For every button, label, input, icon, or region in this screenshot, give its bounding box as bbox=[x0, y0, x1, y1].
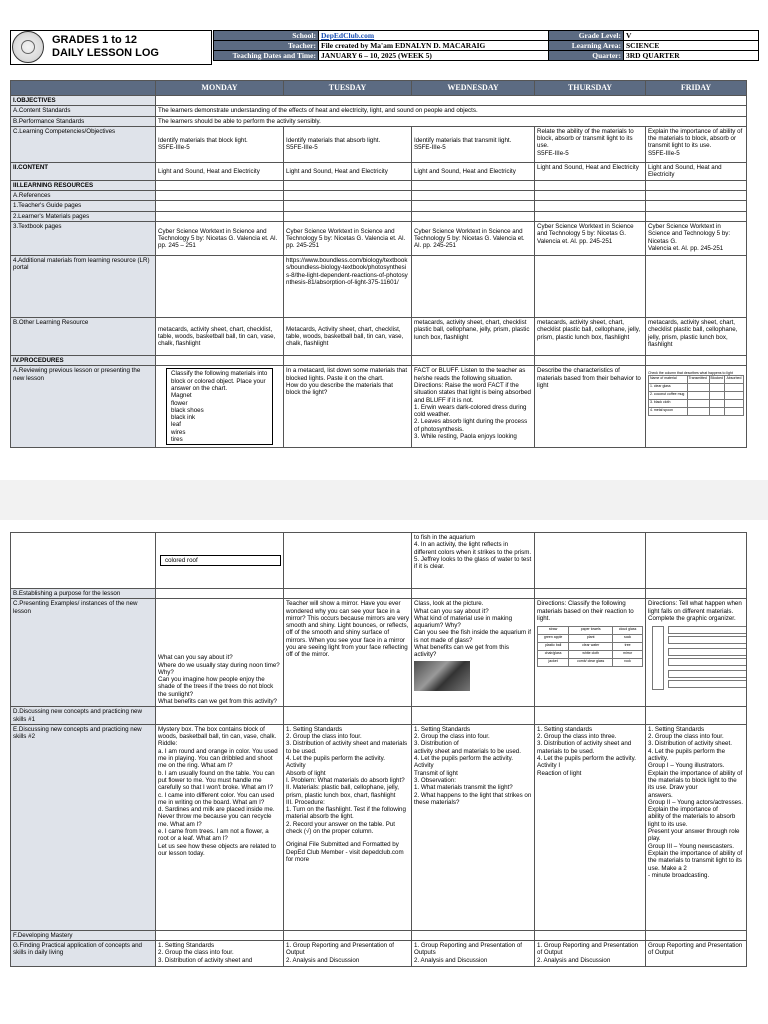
grid-cell: paper towels bbox=[569, 627, 613, 635]
review-tue: In a metacard, list down some materials that blocked lights. Paste it on the chart. How do you describe the materials that block the light? bbox=[284, 366, 412, 448]
perf-std-value: The learners should be able to perform the activity sensibly. bbox=[156, 116, 747, 126]
mastery-label: F.Developing Mastery bbox=[11, 930, 156, 940]
textbook-tue: Cyber Science Worktext in Science and Technology 5 by: Nicetas G. Valencia et. Al. pp. 245-251 bbox=[284, 222, 412, 256]
grid-cell: plant bbox=[569, 635, 613, 643]
discuss2-mon: Mystery box. The box contains block of woods, basketball ball, tin can, vase, chalk. Riddle: a. I am round and orange in color. You used me in playing. You can dribbled and shoot me on the ring. What am I? b. I am usually found on the table. You can put flower to me. You must handle me carefully so that I won't broke. What am I? c. I came into different color. You can used me in writing on the board. What am I? d. Sardines and milk are placed inside me. Never throw me because you can recycle me. What am I? e. I came from trees. I am not a flower, a root or a leaf. What am I? Let us see how these objects are related to our lesson today. bbox=[156, 724, 284, 930]
review-wed: FACT or BLUFF. Listen to the teacher as he/she reads the following situation. Directions: Raise the word FACT if the situation states that light is being absorbed and BLUFF if it is not. 1. Erwin wears dark-colored dress during cold weather. 2. Leaves absorb light during the process of photosynthesis. 3. While resting, Paola enjoys looking bbox=[412, 366, 535, 448]
review2-wed: to fish in the aquarium 4. In an activity, the light reflects in different colors when it strikes to the prism. 5. Jeffrey looks to the glass of water to test if it is clear. bbox=[412, 533, 535, 589]
day-thursday: THURSDAY bbox=[535, 81, 646, 96]
objectives-label: I.OBJECTIVES bbox=[11, 96, 156, 106]
purpose-label: B.Establishing a purpose for the lesson bbox=[11, 589, 156, 599]
quarter-label: Quarter: bbox=[549, 51, 624, 61]
examples-fri bbox=[646, 599, 747, 707]
discuss2-wed: 1. Setting Standards 2. Group the class into four. 3. Distribution of activity sheet and materials to be used. 4. Let the pupils perform the activity. Activity Transmit of light 3. Observation: 1. What materials transmit the light? 2. What happens to the light that strikes on these materials? bbox=[412, 724, 535, 930]
grid-cell: green apple bbox=[538, 635, 569, 643]
resources-label: III.LEARNING RESOURCES bbox=[11, 180, 156, 190]
textbook-fri: Cyber Science Worktext in Science and Technology 5 by: Nicetas G. Valencia et. Al. pp. 245-251 bbox=[646, 222, 747, 256]
grade-value: V bbox=[624, 31, 759, 41]
content-mon: Light and Sound, Heat and Electricity bbox=[156, 162, 284, 180]
classify-box: Classify the following materials into block or colored object. Place your answer on the chart. Magnet flower black shoes black ink leaf wires tires bbox=[166, 368, 273, 445]
day-monday: MONDAY bbox=[156, 81, 284, 96]
examples-thu-text: Directions: Classify the following materials based on their reaction to light. bbox=[537, 600, 634, 622]
application-fri: Group Reporting and Presentation of Output bbox=[646, 941, 747, 967]
textbook-mon: Cyber Science Worktext in Science and Technology 5 by: Nicetas G. Valencia et. Al. pp. 245 – 251 bbox=[156, 222, 284, 256]
lesson-table-page-2 bbox=[10, 532, 747, 967]
textbook-thu: Cyber Science Worktext in Science and Technology 5 by: Nicetas G. Valencia et. Al. pp. 245-251 bbox=[535, 222, 646, 256]
grid-cell: clear water bbox=[569, 643, 613, 651]
discuss2-fri: 1. Setting Standards 2. Group the class into four. 3. Distribution of activity sheet. 4. Let the pupils perform the activity. Group I – Young illustrators. Explain the importance of ability of the materials to block light to the its use. Draw your answers. Group II – Young actors/actresses. Explain the importance of ability of the materials to absorb light to its use. Present your answer through role play. Group III – Young newscasters. Explain the importance of ability of the materials to transmit light to its use. Make a 2 - minute broadcasting. bbox=[646, 724, 747, 930]
colored-roof-box: colored roof bbox=[160, 555, 281, 566]
fri-col-1: Transmitted bbox=[687, 376, 709, 384]
content-fri: Light and Sound, Heat and Electricity bbox=[646, 162, 747, 180]
other-lr-mon: metacards, activity sheet, chart, checklist, table, woods, basketball ball, tin can, vase, chalk, flashlight bbox=[156, 318, 284, 356]
grid-cell: straw bbox=[538, 627, 569, 635]
perf-std-label: B.Performance Standards bbox=[11, 116, 156, 126]
other-lr-wed: metacards, activity sheet, chart, checklist plastic ball, cellophane, jelly, prism, plastic lunch box, flashlight bbox=[412, 318, 535, 356]
log-title: GRADES 1 to 12 DAILY LESSON LOG bbox=[52, 34, 159, 59]
discuss1-label: D.Discussing new concepts and practicing new skills #1 bbox=[11, 707, 156, 725]
examples-label: C.Presenting Examples/ instances of the new lesson bbox=[11, 599, 156, 707]
fri-col-2: Blocked bbox=[709, 376, 725, 384]
corner-cell bbox=[11, 81, 156, 96]
teacher-label: Teacher: bbox=[214, 41, 319, 51]
aquarium-image bbox=[414, 661, 470, 691]
examples-fri-text: Directions: Tell what happen when light falls on different materials. Complete the graphic organizer. bbox=[648, 600, 742, 622]
review-label: A.Reviewing previous lesson or presenting the new lesson bbox=[11, 366, 156, 448]
page-gap bbox=[0, 480, 768, 520]
fri-row-3: 4. metal spoon bbox=[649, 408, 688, 416]
competency-wed: Identify materials that transmit light. S5FE-IIIe-5 bbox=[412, 126, 535, 162]
textbook-label: 3.Textbook pages bbox=[11, 222, 156, 256]
examples-wed-text: Class, look at the picture. What can you say about it? What kind of material use in making aquarium? Why? Can you see the fish inside the aquarium if is not made of glass? What benefits can we get from this activity? bbox=[414, 600, 531, 659]
page-2 bbox=[0, 520, 768, 1024]
header-table bbox=[213, 30, 759, 61]
grid-cell: comb/ clear glass bbox=[569, 659, 613, 667]
procedures-label: IV.PROCEDURES bbox=[11, 356, 156, 366]
grid-cell: jacket bbox=[538, 659, 569, 667]
lr-url-tue[interactable]: https://www.boundless.com/biology/textbooks/boundless-biology-textbook/photosynthesis-8/the-light-dependent-reactions-of-photosynthesis-81/absorption-of-light-375-11601/ bbox=[284, 256, 412, 318]
competencies-label: C.Learning Competencies/Objectives bbox=[11, 126, 156, 162]
dates-label: Teaching Dates and Time: bbox=[214, 51, 319, 61]
page-1 bbox=[0, 0, 768, 480]
lesson-table-page-1 bbox=[10, 80, 747, 448]
fri-table-caption: Check the column that describes what happens to light bbox=[648, 371, 733, 376]
competency-tue: Identify materials that absorb light. S5FE-IIIe-5 bbox=[284, 126, 412, 162]
references-label: A.References bbox=[11, 191, 156, 201]
review-thu: Describe the characteristics of materials based from their behavior to light bbox=[535, 366, 646, 448]
review2-mon bbox=[156, 533, 284, 589]
content-std-value: The learners demonstrate understanding of the effects of heat and electricity, light, and sound on people and objects. bbox=[156, 106, 747, 116]
grade-label: Grade Level: bbox=[549, 31, 624, 41]
fri-row-1: 2. coconut coffee mug bbox=[649, 392, 688, 400]
review-cont-label bbox=[11, 533, 156, 589]
discuss2-tue-text: 1. Setting Standards 2. Group the class into four. 3. Distribution of activity sheet and materials to be used. 4. Let the pupils perform the activity. Activity Absorb of light I. Problem: What materials do absorb light? II. Materials: plastic ball, cellophane, jelly, prism, plastic lunch box, chart, flashlight III. Procedure: 1. Turn on the flashlight. Test if the following material absorb the light. 2. Record your answer on the table. Put check (√) on the proper column. bbox=[286, 725, 408, 836]
school-label: School: bbox=[214, 31, 319, 41]
grid-cell: sock bbox=[613, 635, 643, 643]
classify-grid bbox=[537, 626, 643, 667]
review-fri bbox=[646, 366, 747, 448]
lm-label: 2.Learner's Materials pages bbox=[11, 211, 156, 221]
content-label: II.CONTENT bbox=[11, 162, 156, 180]
grid-cell: cloud glass bbox=[613, 627, 643, 635]
content-tue: Light and Sound, Heat and Electricity bbox=[284, 162, 412, 180]
discuss2-thu: 1. Setting standards 2. Group the class into three. 3. Distribution of activity sheet and materials to be used. 4. Let the pupils perform the activity. Activity I Reaction of light bbox=[535, 724, 646, 930]
lr-label: 4.Additional materials from learning resource (LR) portal bbox=[11, 256, 156, 318]
examples-thu bbox=[535, 599, 646, 707]
grid-cell: tree bbox=[613, 643, 643, 651]
other-lr-tue: Metacards, Activity sheet, chart, checklist, table, woods, basketball ball, tin can, vase, chalk, flashlight bbox=[284, 318, 412, 356]
competency-thu: Relate the ability of the materials to block, absorb or transmit light to its use. S5FE-IIIe-5 bbox=[535, 126, 646, 162]
examples-wed bbox=[412, 599, 535, 707]
discuss2-tue bbox=[284, 724, 412, 930]
quarter-value: 3RD QUARTER bbox=[624, 51, 759, 61]
content-std-label: A.Content Standards bbox=[11, 106, 156, 116]
dates-value: JANUARY 6 – 10, 2025 (WEEK 5) bbox=[319, 51, 549, 61]
content-wed: Light and Sound, Heat and Electricity bbox=[412, 162, 535, 180]
textbook-wed: Cyber Science Worktext in Science and Technology 5 by: Nicetas G. Valencia et. Al. pp. 245-251 bbox=[412, 222, 535, 256]
examples-tue: Teacher will show a mirror. Have you ever wondered why you can see your face in a mirror? This occurs because mirrors are very smooth and shiny. Light bounces, or reflects, off of the smooth and shiny surface of mirrors. When you see your face in a mirror you are seeing light from your face reflecting off of the mirror. bbox=[284, 599, 412, 707]
deped-seal-icon bbox=[12, 31, 44, 63]
examples-mon: What can you say about it? Where do we usually stay during noon time? Why? Can you imagine how people enjoy the shade of the trees if the trees do not block the sunlight? What benefits can we get from this activity? bbox=[156, 599, 284, 707]
application-mon: 1. Setting Standards 2. Group the class into four. 3. Distribution of activity sheet and bbox=[156, 941, 284, 967]
tg-label: 1.Teacher's Guide pages bbox=[11, 201, 156, 211]
application-wed: 1. Group Reporting and Presentation of Outputs 2. Analysis and Discussion bbox=[412, 941, 535, 967]
competency-mon: Identify materials that block light. S5FE-IIIe-5 bbox=[156, 126, 284, 162]
school-value[interactable]: DepEdClub.com bbox=[319, 31, 549, 41]
other-lr-fri: metacards, activity sheet, chart, checklist plastic ball, cellophane, jelly, prism, plastic lunch box, flashlight bbox=[646, 318, 747, 356]
application-thu: 1. Group Reporting and Presentation of Output 2. Analysis and Discussion bbox=[535, 941, 646, 967]
grid-cell: rock bbox=[613, 659, 643, 667]
day-wednesday: WEDNESDAY bbox=[412, 81, 535, 96]
day-friday: FRIDAY bbox=[646, 81, 747, 96]
application-tue: 1. Group Reporting and Presentation of Output 2. Analysis and Discussion bbox=[284, 941, 412, 967]
fri-col-3: Absorbed bbox=[725, 376, 744, 384]
content-thu: Light and Sound, Heat and Electricity bbox=[535, 162, 646, 180]
day-tuesday: TUESDAY bbox=[284, 81, 412, 96]
fri-row-2: 3. black cloth bbox=[649, 400, 688, 408]
graphic-organizer bbox=[648, 622, 744, 692]
competency-fri: Explain the importance of ability of the materials to block, absorb or transmit light to its use. S5FE-IIIe-5 bbox=[646, 126, 747, 162]
fri-row-0: 1. clear glass bbox=[649, 384, 688, 392]
area-value: SCIENCE bbox=[624, 41, 759, 51]
grid-cell: plastic ball bbox=[538, 643, 569, 651]
discuss2-label: E.Discussing new concepts and practicing new skills #2 bbox=[11, 724, 156, 930]
other-lr-thu: metacards, activity sheet, chart, checklist plastic ball, cellophane, jelly, prism, plastic lunch box, flashlight bbox=[535, 318, 646, 356]
grid-cell: mirror bbox=[613, 651, 643, 659]
other-lr-label: B.Other Learning Resource bbox=[11, 318, 156, 356]
teacher-value: File created by Ma'am EDNALYN D. MACARAIG bbox=[319, 41, 549, 51]
area-label: Learning Area: bbox=[549, 41, 624, 51]
application-label: G.Finding Practical application of concepts and skills in daily living bbox=[11, 941, 156, 967]
review-mon bbox=[156, 366, 284, 448]
fri-check-table bbox=[648, 375, 744, 416]
discuss2-tue-note: Original File Submitted and Formatted by DepEd Club Member - visit depedclub.com for more bbox=[286, 841, 404, 863]
fri-col-0: Name of material bbox=[649, 376, 688, 384]
grid-cell: white cloth bbox=[569, 651, 613, 659]
grid-cell: chair/glass bbox=[538, 651, 569, 659]
